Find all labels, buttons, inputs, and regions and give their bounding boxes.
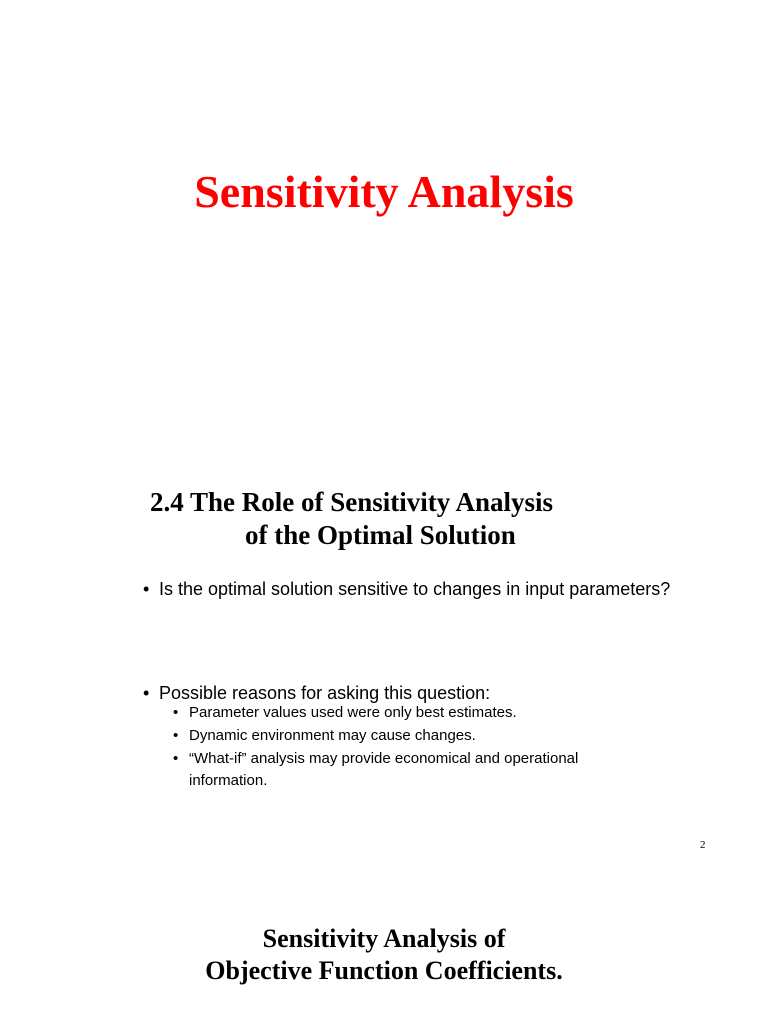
next-slide-title-line-1: Sensitivity Analysis of [262, 924, 506, 953]
section-heading [150, 486, 670, 552]
slide-title: Sensitivity Analysis [194, 166, 574, 217]
section-heading-line-1: 2.4 The Role of Sensitivity Analysis [150, 487, 554, 517]
next-slide-title-line-2: Objective Function Coefficients. [205, 956, 563, 985]
bullet-item: • Possible reasons for asking this question: [143, 681, 719, 705]
page-number: 2 [700, 839, 706, 851]
sub-bullet-item: • Dynamic environment may cause changes. [173, 725, 609, 747]
bullet-item: • Is the optimal solution sensitive to changes in input parameters? [143, 577, 719, 601]
next-slide-title [0, 923, 768, 987]
sub-bullet-item: • Parameter values used were only best estimates. [173, 702, 609, 724]
sub-bullet-item: • “What-if” analysis may provide economical and operational information. [173, 748, 609, 792]
section-heading-line-2: of the Optimal Solution [245, 520, 516, 550]
